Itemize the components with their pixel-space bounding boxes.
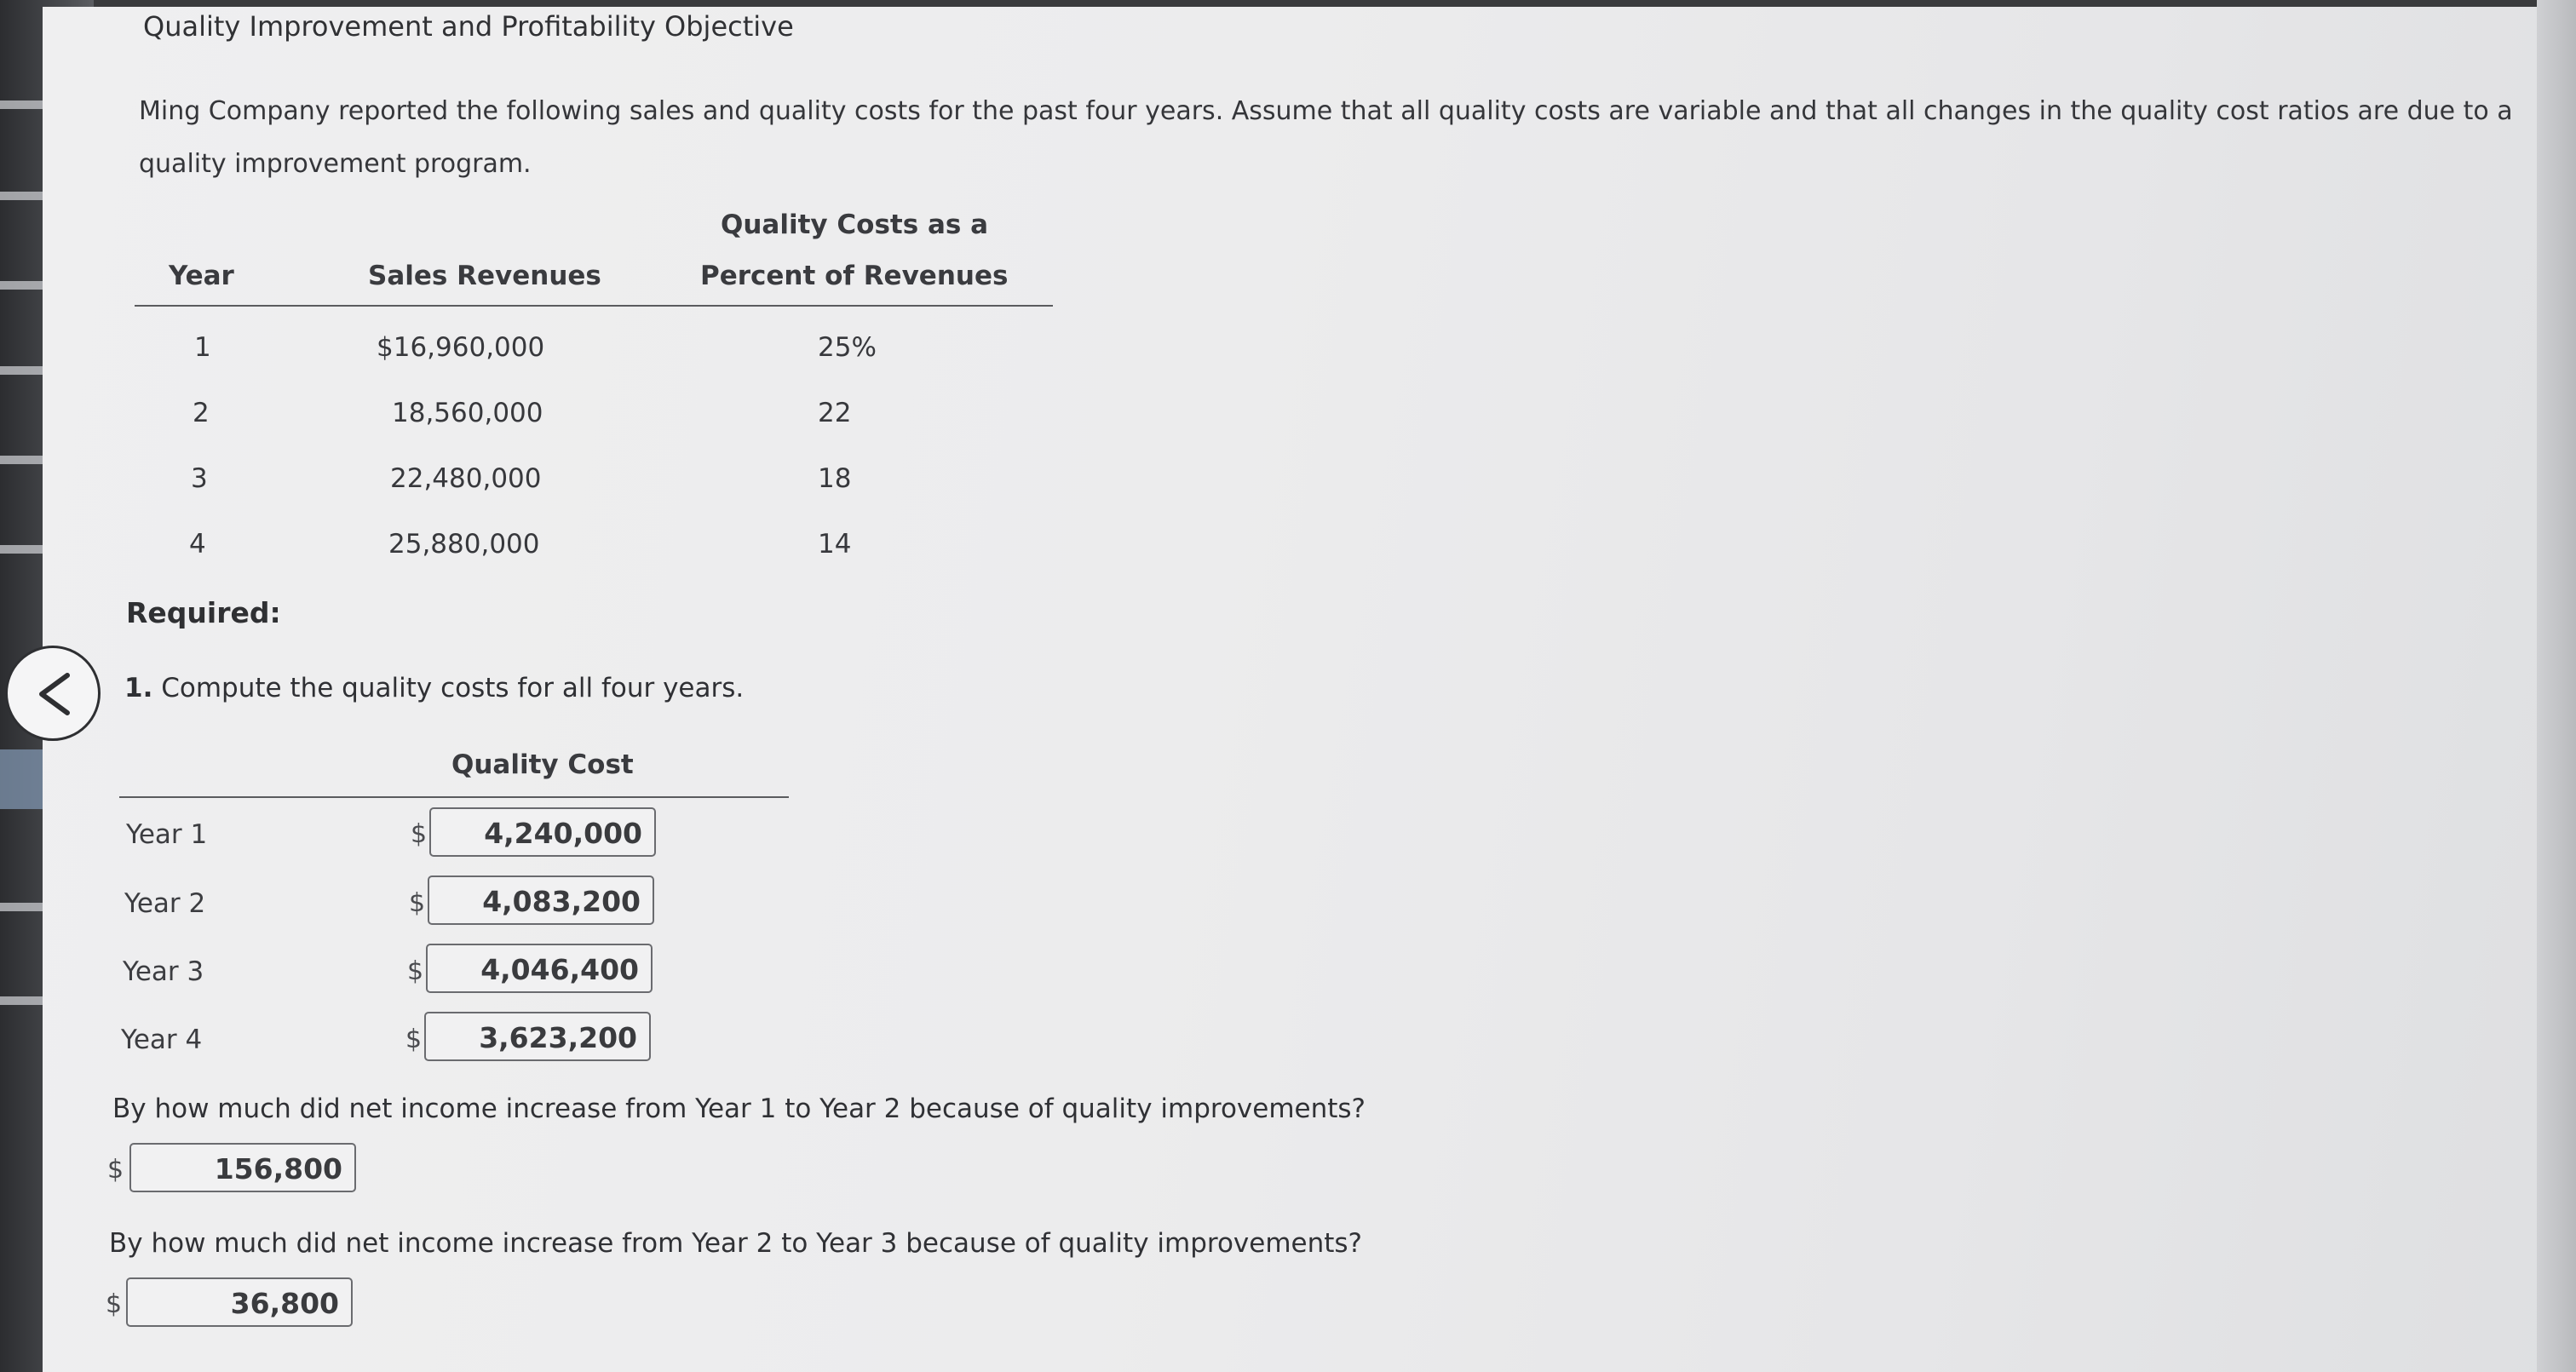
- page-title: Quality Improvement and Profitability Objective: [143, 10, 794, 43]
- quality-cost-input-year-4[interactable]: 3,623,200: [424, 1012, 651, 1061]
- col-header-sales: Sales Revenues: [368, 261, 601, 291]
- requirement-number: 1.: [124, 673, 153, 703]
- quality-cost-input-year-1[interactable]: 4,240,000: [429, 807, 656, 857]
- question-year1-to-year2: By how much did net income increase from Year 1 to Year 2 because of quality improvements?: [112, 1094, 1366, 1124]
- table-header-rule: [135, 305, 1053, 307]
- currency-symbol: $: [405, 1025, 423, 1054]
- requirement-text: Compute the quality costs for all four years.: [161, 673, 745, 703]
- table-cell-pct: 22: [818, 398, 852, 428]
- table-cell-sales: 18,560,000: [392, 398, 543, 428]
- quality-cost-input-year-3[interactable]: 4,046,400: [426, 944, 653, 993]
- currency-symbol: $: [411, 819, 428, 849]
- answer-row-label: Year 2: [124, 888, 206, 919]
- requirement-1: [124, 673, 744, 703]
- table-cell-year: 3: [191, 463, 208, 494]
- answer-row-label: Year 3: [123, 956, 204, 987]
- col-header-quality-line1: Quality Costs as a: [721, 210, 989, 240]
- answer-header-rule: [119, 796, 789, 798]
- answer-row-label: Year 1: [126, 819, 208, 850]
- net-income-increase-input-2[interactable]: 36,800: [126, 1277, 353, 1327]
- table-cell-year: 4: [189, 529, 206, 560]
- required-heading: Required:: [126, 596, 281, 629]
- answer-row-label: Year 4: [121, 1025, 203, 1055]
- table-cell-pct: 14: [818, 529, 852, 560]
- col-header-quality-line2: Percent of Revenues: [700, 261, 1009, 291]
- currency-symbol: $: [409, 888, 426, 918]
- answer-col-header: Quality Cost: [451, 749, 634, 780]
- table-cell-year: 2: [193, 398, 210, 428]
- back-button[interactable]: [5, 646, 101, 741]
- currency-symbol: $: [107, 1155, 124, 1185]
- quality-cost-input-year-2[interactable]: 4,083,200: [428, 875, 654, 925]
- currency-symbol: $: [106, 1289, 123, 1319]
- table-cell-sales: 22,480,000: [390, 463, 542, 494]
- currency-symbol: $: [407, 956, 424, 986]
- table-cell-sales: $16,960,000: [377, 332, 545, 363]
- table-cell-pct: 25%: [818, 332, 877, 363]
- right-window-edge: [2537, 0, 2576, 1372]
- col-header-year: Year: [169, 261, 234, 291]
- question-year2-to-year3: By how much did net income increase from Year 2 to Year 3 because of quality improvements?: [109, 1228, 1363, 1259]
- chevron-left-icon: [33, 670, 76, 718]
- table-cell-year: 1: [194, 332, 211, 363]
- problem-intro: Ming Company reported the following sales and quality costs for the past four years. Assume that all quality costs are variable and that all changes in the quality cost ratios are due to a quality improvement program.: [139, 96, 2513, 179]
- table-cell-pct: 18: [818, 463, 852, 494]
- table-cell-sales: 25,880,000: [388, 529, 540, 560]
- net-income-increase-input-1[interactable]: 156,800: [129, 1143, 356, 1192]
